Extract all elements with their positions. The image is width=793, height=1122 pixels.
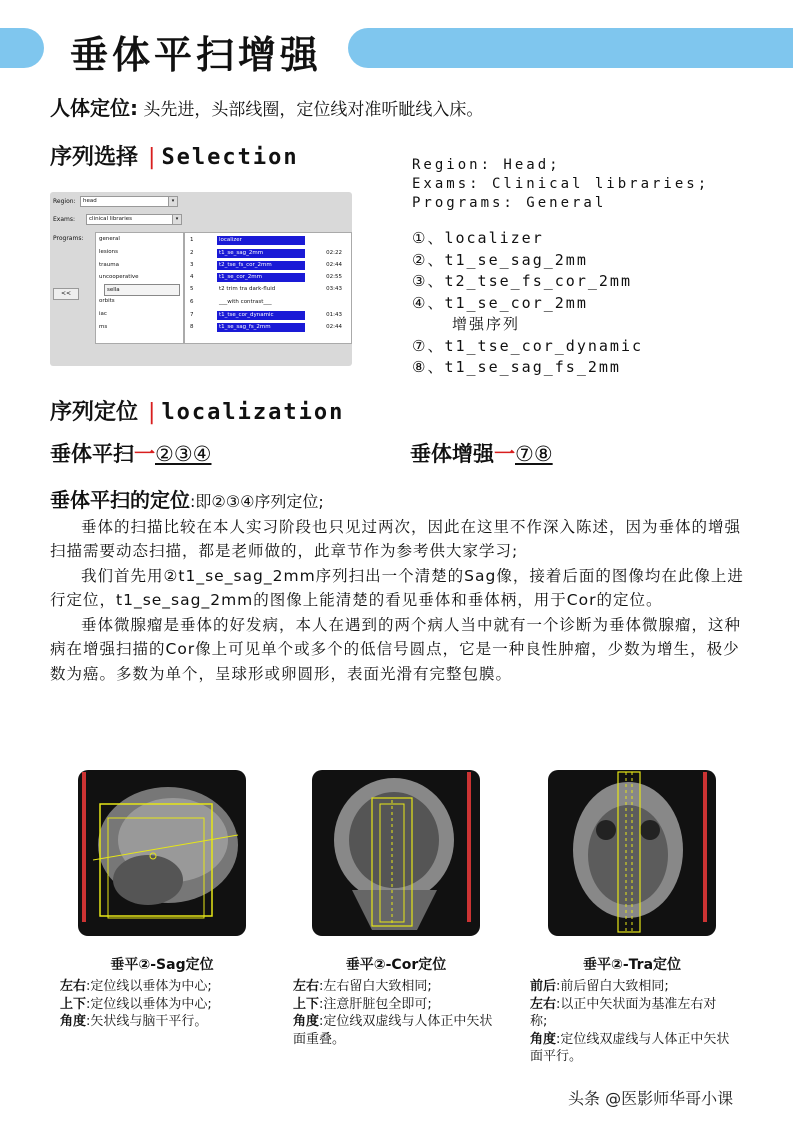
localization-heading-en: localization xyxy=(161,400,345,425)
back-button[interactable]: << xyxy=(53,288,79,300)
page-title: 垂体平扫增强 xyxy=(70,33,323,77)
protocol-browser-panel xyxy=(50,192,352,366)
table-row[interactable]: 8 t1_se_sag_fs_2mm 02:44 xyxy=(190,324,342,330)
paragraph: 我们首先用②t1_se_sag_2mm序列扫出一个清楚的Sag像，接着后面的图像均在此像上进行定位，t1_se_sag_2mm的图像上能清楚的看见垂体和垂体柄，用于Cor的定位。 xyxy=(50,566,744,609)
body-heading: 垂体平扫的定位:即②③④序列定位; xyxy=(50,488,324,512)
table-row[interactable]: 3 t2_tse_fs_cor_2mm 02:44 xyxy=(190,262,342,268)
heading-bar: | xyxy=(148,400,156,425)
sequence-item: ①、localizer xyxy=(412,229,544,247)
programs-list xyxy=(95,232,184,344)
positioning-line xyxy=(50,92,483,121)
chevron-down-icon: ▾ xyxy=(168,197,177,206)
mri-cor-image xyxy=(312,770,480,936)
program-item[interactable]: uncooperative xyxy=(99,274,139,280)
exams-label: Exams: xyxy=(53,216,76,223)
figure-caption: 垂平②-Tra定位 xyxy=(582,957,682,973)
exams-select-value: clinical libraries xyxy=(89,216,132,222)
program-item[interactable]: lesions xyxy=(99,249,119,255)
table-row[interactable]: 4 t1_se_cor_2mm 02:55 xyxy=(190,274,342,280)
program-item[interactable]: orbits xyxy=(99,298,115,304)
selection-heading-cn: 序列选择 xyxy=(50,145,139,170)
table-row[interactable]: 6 ___with contrast___ xyxy=(190,299,272,305)
sequence-item: ④、t1_se_cor_2mm xyxy=(412,293,588,312)
plain-scan-sequences: ②③④ xyxy=(155,442,212,466)
sequence-list xyxy=(412,228,643,379)
region-line: Region: Head; xyxy=(412,157,561,173)
exams-select[interactable] xyxy=(86,214,182,225)
chevron-down-icon: ▾ xyxy=(172,215,181,224)
sequence-item: ⑦、t1_tse_cor_dynamic xyxy=(412,336,644,355)
dash: 一 xyxy=(494,442,515,466)
figure-notes: 左右:定位线以垂体为中心; 上下:定位线以垂体为中心; 角度:矢状线与脑干平行。 xyxy=(60,979,212,1029)
plain-scan-label: 垂体平扫 xyxy=(50,442,134,466)
figure-caption: 垂平②-Sag定位 xyxy=(110,957,214,973)
localization-heading-cn: 序列定位 xyxy=(50,400,139,425)
programs-line: Programs: General xyxy=(412,195,607,211)
localization-heading xyxy=(50,395,344,426)
figure-notes: 左右:左右留白大致相同; 上下:注意肝脏包全即可; 角度:定位线双虚线与人体正中矢状面重叠。 xyxy=(293,979,493,1047)
table-row[interactable]: 1 localizer xyxy=(188,236,346,245)
program-item[interactable]: trauma xyxy=(99,262,120,268)
sequence-item: ②、t1_se_sag_2mm xyxy=(412,250,588,269)
mri-tra-image xyxy=(548,770,716,936)
mri-sag-image xyxy=(78,770,246,936)
footer-credit: 头条 @医影师华哥小课 xyxy=(568,1089,734,1108)
sequence-item: ⑧、t1_se_sag_fs_2mm xyxy=(412,358,621,376)
dash: 一 xyxy=(134,442,155,466)
paragraph: 垂体微腺瘤是垂体的好发病，本人在遇到的两个病人当中就有一个诊断为垂体微腺瘤，这种病在增强扫描的Cor像上可见单个或多个的低信号圆点，它是一种良性肿瘤，少数为增生，极少数为癌。多数为单个，呈球形或卵圆形，表面光滑有完整包膜。 xyxy=(50,615,742,683)
enhanced-scan-subheading xyxy=(410,438,553,468)
enhanced-scan-sequences: ⑦⑧ xyxy=(515,442,553,466)
sequence-table xyxy=(184,232,352,344)
figure-caption: 垂平②-Cor定位 xyxy=(345,957,447,973)
selection-heading xyxy=(50,140,299,171)
selection-heading-en: Selection xyxy=(161,145,299,170)
table-row[interactable]: 2 t1_se_sag_2mm 02:22 xyxy=(190,250,342,256)
figure-notes: 前后:前后留白大致相同; 左右:以正中矢状面为基准左右对称; 角度:定位线双虚线与人体正中矢状面平行。 xyxy=(530,979,730,1064)
program-item[interactable]: ms xyxy=(99,324,108,330)
header-accent-right xyxy=(348,28,793,68)
programs-label: Programs: xyxy=(53,235,84,242)
table-row[interactable]: 5 t2 trim tra dark-fluid 03:43 xyxy=(190,286,342,292)
contrast-label: 增强序列 xyxy=(452,315,521,333)
program-item[interactable]: iac xyxy=(99,311,107,317)
sequence-item: ③、t2_tse_fs_cor_2mm xyxy=(412,272,632,290)
heading-bar: | xyxy=(148,145,156,170)
body-text xyxy=(50,488,745,686)
header-accent-left xyxy=(0,28,44,68)
region-select-value: head xyxy=(83,198,97,204)
region-label: Region: xyxy=(53,198,76,205)
exams-line: Exams: Clinical libraries; xyxy=(412,176,710,192)
enhanced-scan-label: 垂体增强 xyxy=(410,442,494,466)
positioning-label: 人体定位: xyxy=(50,96,138,120)
positioning-text: 头先进，头部线圈，定位线对准听眦线入床。 xyxy=(143,100,484,120)
table-row[interactable]: 7 t1_tse_cor_dynamic 01:43 xyxy=(190,312,342,318)
plain-scan-subheading xyxy=(50,438,211,468)
program-item[interactable]: general xyxy=(99,236,120,242)
protocol-info xyxy=(412,156,709,213)
program-item-selected[interactable]: sella xyxy=(104,284,180,296)
paragraph: 垂体的扫描比较在本人实习阶段也只见过两次，因此在这里不作深入陈述，因为垂体的增强扫描需要动态扫描，都是老师做的，此章节作为参考供大家学习; xyxy=(50,517,742,560)
region-select[interactable] xyxy=(80,196,178,207)
